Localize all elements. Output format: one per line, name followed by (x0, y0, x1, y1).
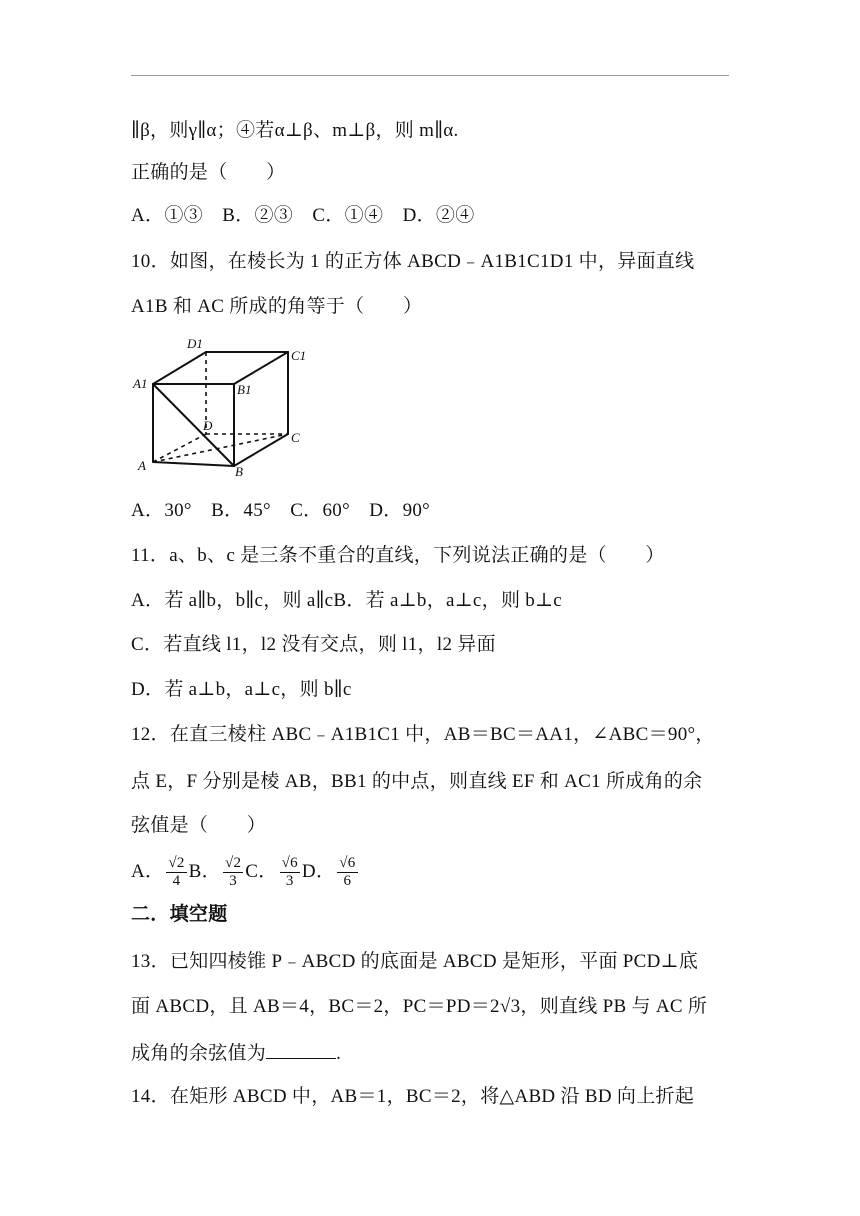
section-heading-fill-in: 二．填空题 (131, 904, 228, 925)
q12-stem-line3: 弦值是（ ） (131, 815, 267, 836)
q10-stem-line2: A1B 和 AC 所成的角等于（ ） (131, 296, 423, 317)
q12-option-a-letter: A． (131, 861, 165, 882)
q13-line2-post: ，则直线 PB 与 AC 所 (520, 996, 708, 1017)
q13-sqrt3: √3 (499, 996, 521, 1017)
q12-option-b-letter: B． (188, 861, 221, 882)
label-c: C (291, 430, 300, 445)
q12-option-c-num: √6 (281, 855, 298, 872)
q11-option-c: C．若直线 l1，l2 没有交点，则 l1，l2 异面 (131, 634, 496, 655)
q9-prompt: 正确的是（ ） (131, 162, 286, 183)
edge-a-b (153, 462, 234, 466)
q10-stem-line1: 10．如图，在棱长为 1 的正方体 ABCD﹣A1B1C1D1 中，异面直线 (131, 251, 695, 272)
q13-line2-pre: 面 ABCD，且 AB＝4，BC＝2，PC＝PD＝2 (131, 996, 500, 1017)
q12-stem-line1: 12．在直三棱柱 ABC﹣A1B1C1 中，AB＝BC＝AA1，∠ABC＝90°， (131, 724, 715, 745)
q12-option-a-num: √2 (168, 855, 185, 872)
q9-options: A．①③ B．②③ C．①④ D．②④ (131, 205, 475, 226)
q13-line3 (131, 1040, 341, 1066)
q12-options (131, 852, 360, 892)
cube-figure (131, 334, 311, 476)
q11-option-d: D．若 a⊥b，a⊥c，则 b∥c (131, 679, 352, 700)
edge-b-c (234, 434, 288, 466)
label-d: D (203, 418, 213, 433)
diagonal-a-c (153, 434, 288, 462)
q12-option-a (131, 852, 189, 892)
label-a1: A1 (133, 376, 148, 391)
q12-option-d-den: 6 (343, 873, 352, 890)
q12-option-b-num: √2 (224, 855, 242, 872)
q10-options: A．30° B．45° C．60° D．90° (131, 500, 431, 521)
q11-stem: 11．a、b、c 是三条不重合的直线，下列说法正确的是（ ） (131, 545, 665, 566)
q12-option-c (245, 852, 302, 892)
q12-option-d-fraction (337, 855, 357, 890)
q13-line2 (131, 995, 707, 1019)
q14-line1: 14．在矩形 ABCD 中，AB＝1，BC＝2，将△ABD 沿 BD 向上折起 (131, 1086, 695, 1107)
q12-option-a-den: 4 (172, 873, 181, 890)
q12-option-b-fraction (223, 855, 243, 890)
q12-option-c-den: 3 (285, 873, 294, 890)
q13-line3-post: . (336, 1043, 342, 1064)
edge-a1-d1 (153, 352, 206, 384)
label-c1: C1 (291, 348, 307, 363)
label-b1: B1 (237, 382, 252, 397)
q12-option-b-den: 3 (229, 873, 238, 890)
label-b: B (235, 464, 243, 476)
cube-diagram (131, 334, 311, 476)
q12-option-d-num: √6 (339, 855, 356, 872)
q12-option-d-letter: D． (301, 861, 336, 882)
label-d1: D1 (187, 336, 203, 351)
q13-line3-pre: 成角的余弦值为 (131, 1043, 267, 1064)
q12-option-c-fraction (280, 855, 300, 890)
q12-option-a-fraction (166, 855, 186, 890)
header-rule (131, 75, 729, 76)
q9-continuation: ∥β，则γ∥α；④若α⊥β、m⊥β，则 m∥α. (131, 120, 459, 141)
hidden-edge-a-d (153, 434, 206, 462)
q13-line1: 13．已知四棱锥 P﹣ABCD 的底面是 ABCD 是矩形，平面 PCD⊥底 (131, 951, 699, 972)
q13-answer-blank[interactable] (266, 1040, 336, 1059)
q12-stem-line2: 点 E，F 分别是棱 AB，BB1 的中点，则直线 EF 和 AC1 所成角的余 (131, 771, 703, 792)
label-a: A (138, 458, 146, 473)
edge-b1-c1 (234, 352, 288, 384)
q12-option-c-letter: C． (245, 861, 278, 882)
q12-option-d (302, 852, 360, 892)
q12-option-b (189, 852, 246, 892)
q11-options-a-b: A．若 a∥b，b∥c，则 a∥cB．若 a⊥b，a⊥c，则 b⊥c (131, 590, 562, 611)
